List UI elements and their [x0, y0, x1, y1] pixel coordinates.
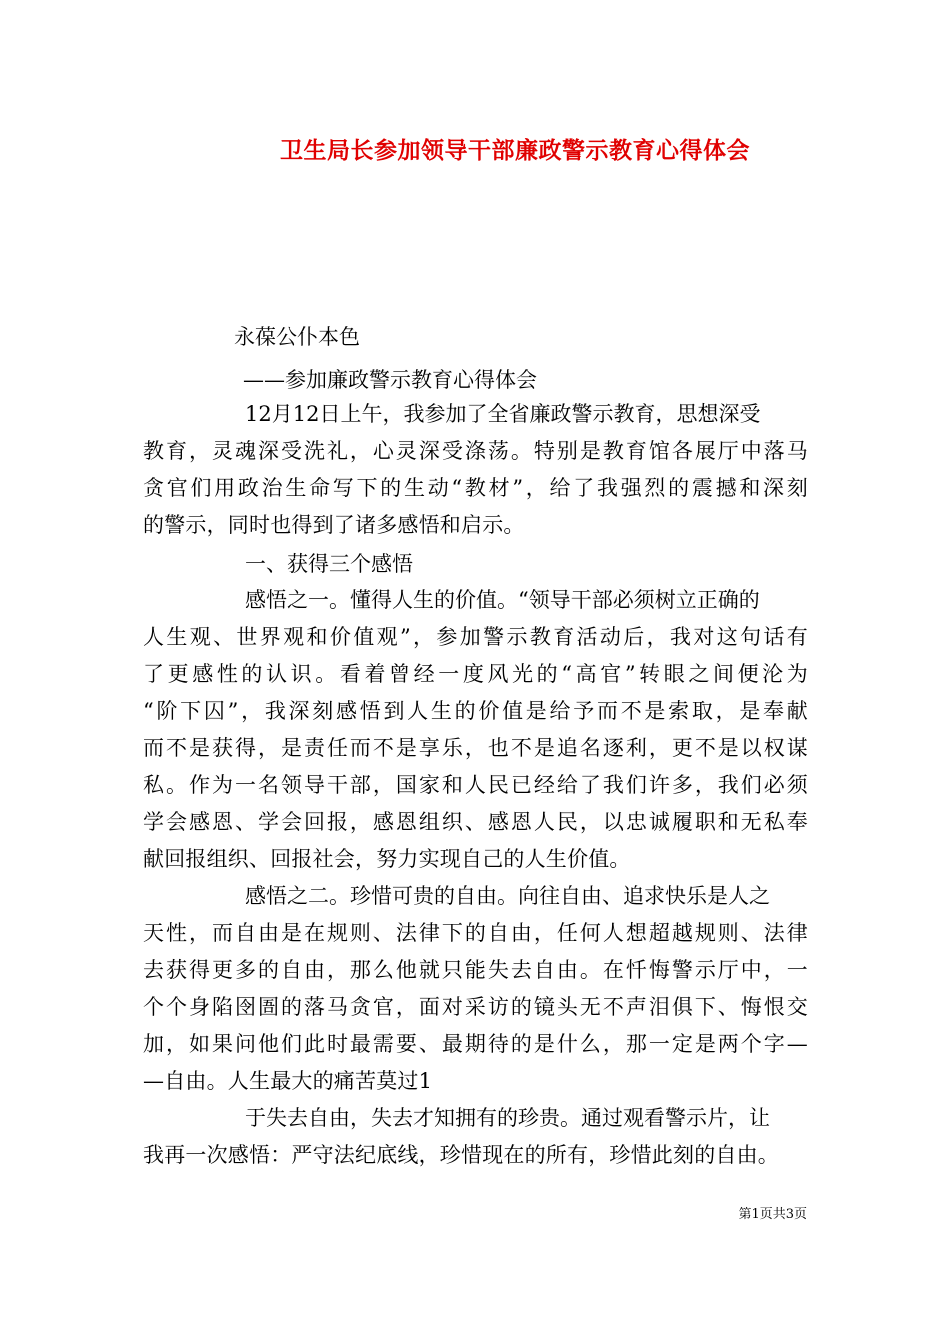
paragraph-line: 个个身陷囹圄的落马贪官，面对采访的镜头无不声泪俱下、悔恨交	[143, 995, 808, 1019]
paragraph-line: 去获得更多的自由，那么他就只能失去自由。在忏悔警示厅中，一	[143, 958, 808, 982]
paragraph-line: 我再一次感悟：严守法纪底线，珍惜现在的所有，珍惜此刻的自由。	[143, 1143, 779, 1167]
subtitle-sub: ——参加廉政警示教育心得体会	[243, 368, 537, 392]
subtitle-main: 永葆公仆本色	[234, 325, 360, 349]
paragraph-line: 12月12日上午，我参加了全省廉政警示教育，思想深受	[245, 402, 761, 426]
paragraph-line: 学会感恩、学会回报，感恩组织、感恩人民，以忠诚履职和无私奉	[143, 810, 808, 834]
paragraph-line: 教育，灵魂深受洗礼，心灵深受涤荡。特别是教育馆各展厅中落马	[143, 439, 808, 463]
section-heading: 一、获得三个感悟	[245, 552, 413, 576]
paragraph-line: 人生观、世界观和价值观”，参加警示教育活动后，我对这句话有	[143, 625, 808, 649]
paragraph-line: 献回报组织、回报社会，努力实现自己的人生价值。	[143, 847, 631, 871]
paragraph-line: 感悟之二。珍惜可贵的自由。向往自由、追求快乐是人之	[245, 884, 770, 908]
page-number: 第1页共3页	[738, 1207, 807, 1222]
paragraph-line: 而不是获得，是责任而不是享乐，也不是追名逐利，更不是以权谋	[143, 736, 808, 760]
paragraph-line: 加，如果问他们此时最需要、最期待的是什么，那一定是两个字—	[143, 1032, 808, 1056]
paragraph-line: 贪官们用政治生命写下的生动“教材”，给了我强烈的震撼和深刻	[143, 476, 808, 500]
paragraph-line: 的警示，同时也得到了诸多感悟和启示。	[143, 513, 525, 537]
paragraph-line: 天性，而自由是在规则、法律下的自由，任何人想超越规则、法律	[143, 921, 808, 945]
paragraph-line: 于失去自由，失去才知拥有的珍贵。通过观看警示片，让	[245, 1106, 770, 1130]
document-title: 卫生局长参加领导干部廉政警示教育心得体会	[280, 138, 750, 164]
paragraph-line: —自由。人生最大的痛苦莫过1	[143, 1069, 433, 1093]
paragraph-line: “阶下囚”，我深刻感悟到人生的价值是给予而不是索取，是奉献	[143, 699, 808, 723]
paragraph-line: 了更感性的认识。看着曾经一度风光的“高官”转眼之间便沦为	[143, 662, 808, 686]
paragraph-line: 私。作为一名领导干部，国家和人民已经给了我们许多，我们必须	[143, 773, 808, 797]
paragraph-line: 感悟之一。懂得人生的价值。“领导干部必须树立正确的	[245, 588, 760, 612]
